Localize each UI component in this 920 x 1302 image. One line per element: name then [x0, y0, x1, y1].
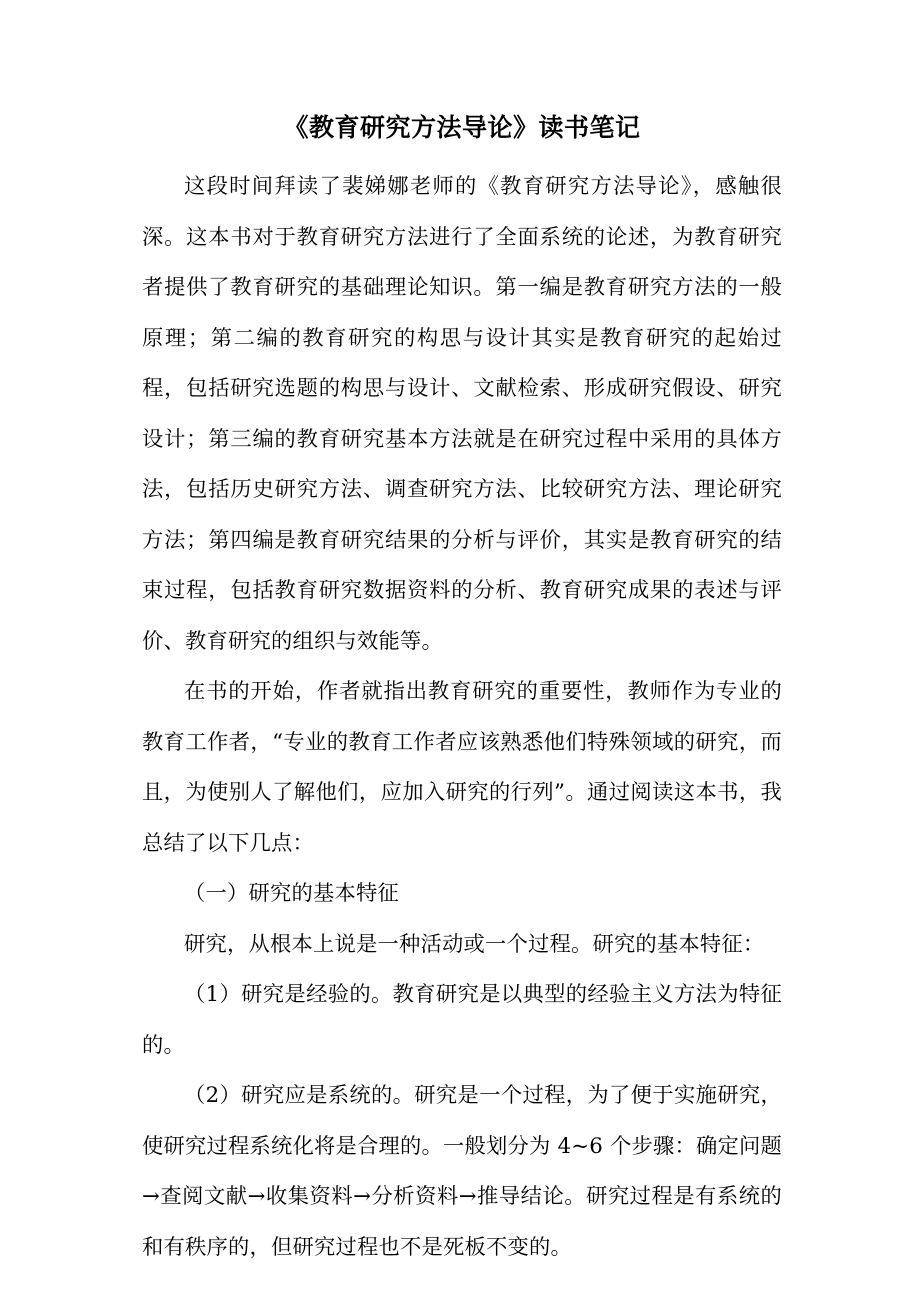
- paragraph-importance: 在书的开始，作者就指出教育研究的重要性，教师作为专业的教育工作者，“专业的教育工作者应该熟悉他们特殊领域的研究，而且，为使别人了解他们，应加入研究的行列”。通过阅读这本书，我总结了以下几点：: [142, 679, 782, 856]
- paragraph-point-2: （2）研究应是系统的。研究是一个过程，为了便于实施研究，使研究过程系统化将是合理的。一般划分为 4~6 个步骤：确定问题→查阅文献→收集资料→分析资料→推导结论。研究过程是有系统的和有秩序的，但研究过程也不是死板不变的。: [142, 1083, 782, 1260]
- paragraph-book-overview: 这段时间拜读了裴娣娜老师的《教育研究方法导论》，感触很深。这本书对于教育研究方法进行了全面系统的论述，为教育研究者提供了教育研究的基础理论知识。第一编是教育研究方法的一般原理；第二编的教育研究的构思与设计其实是教育研究的起始过程，包括研究选题的构思与设计、文献检索、形成研究假设、研究设计；第三编的教育研究基本方法就是在研究过程中采用的具体方法，包括历史研究方法、调查研究方法、比较研究方法、理论研究方法；第四编是教育研究结果的分析与评价，其实是教育研究的结束过程，包括教育研究数据资料的分析、教育研究成果的表述与评价、教育研究的组织与效能等。: [142, 174, 782, 654]
- paragraph-point-1: （1）研究是经验的。教育研究是以典型的经验主义方法为特征的。: [142, 982, 782, 1058]
- document-page: [142, 108, 782, 1273]
- document-title: 《教育研究方法导论》读书笔记: [283, 113, 641, 142]
- paragraph-research-definition: 研究，从根本上说是一种活动或一个过程。研究的基本特征：: [184, 931, 765, 957]
- section-heading-basic-features: （一）研究的基本特征: [184, 881, 399, 906]
